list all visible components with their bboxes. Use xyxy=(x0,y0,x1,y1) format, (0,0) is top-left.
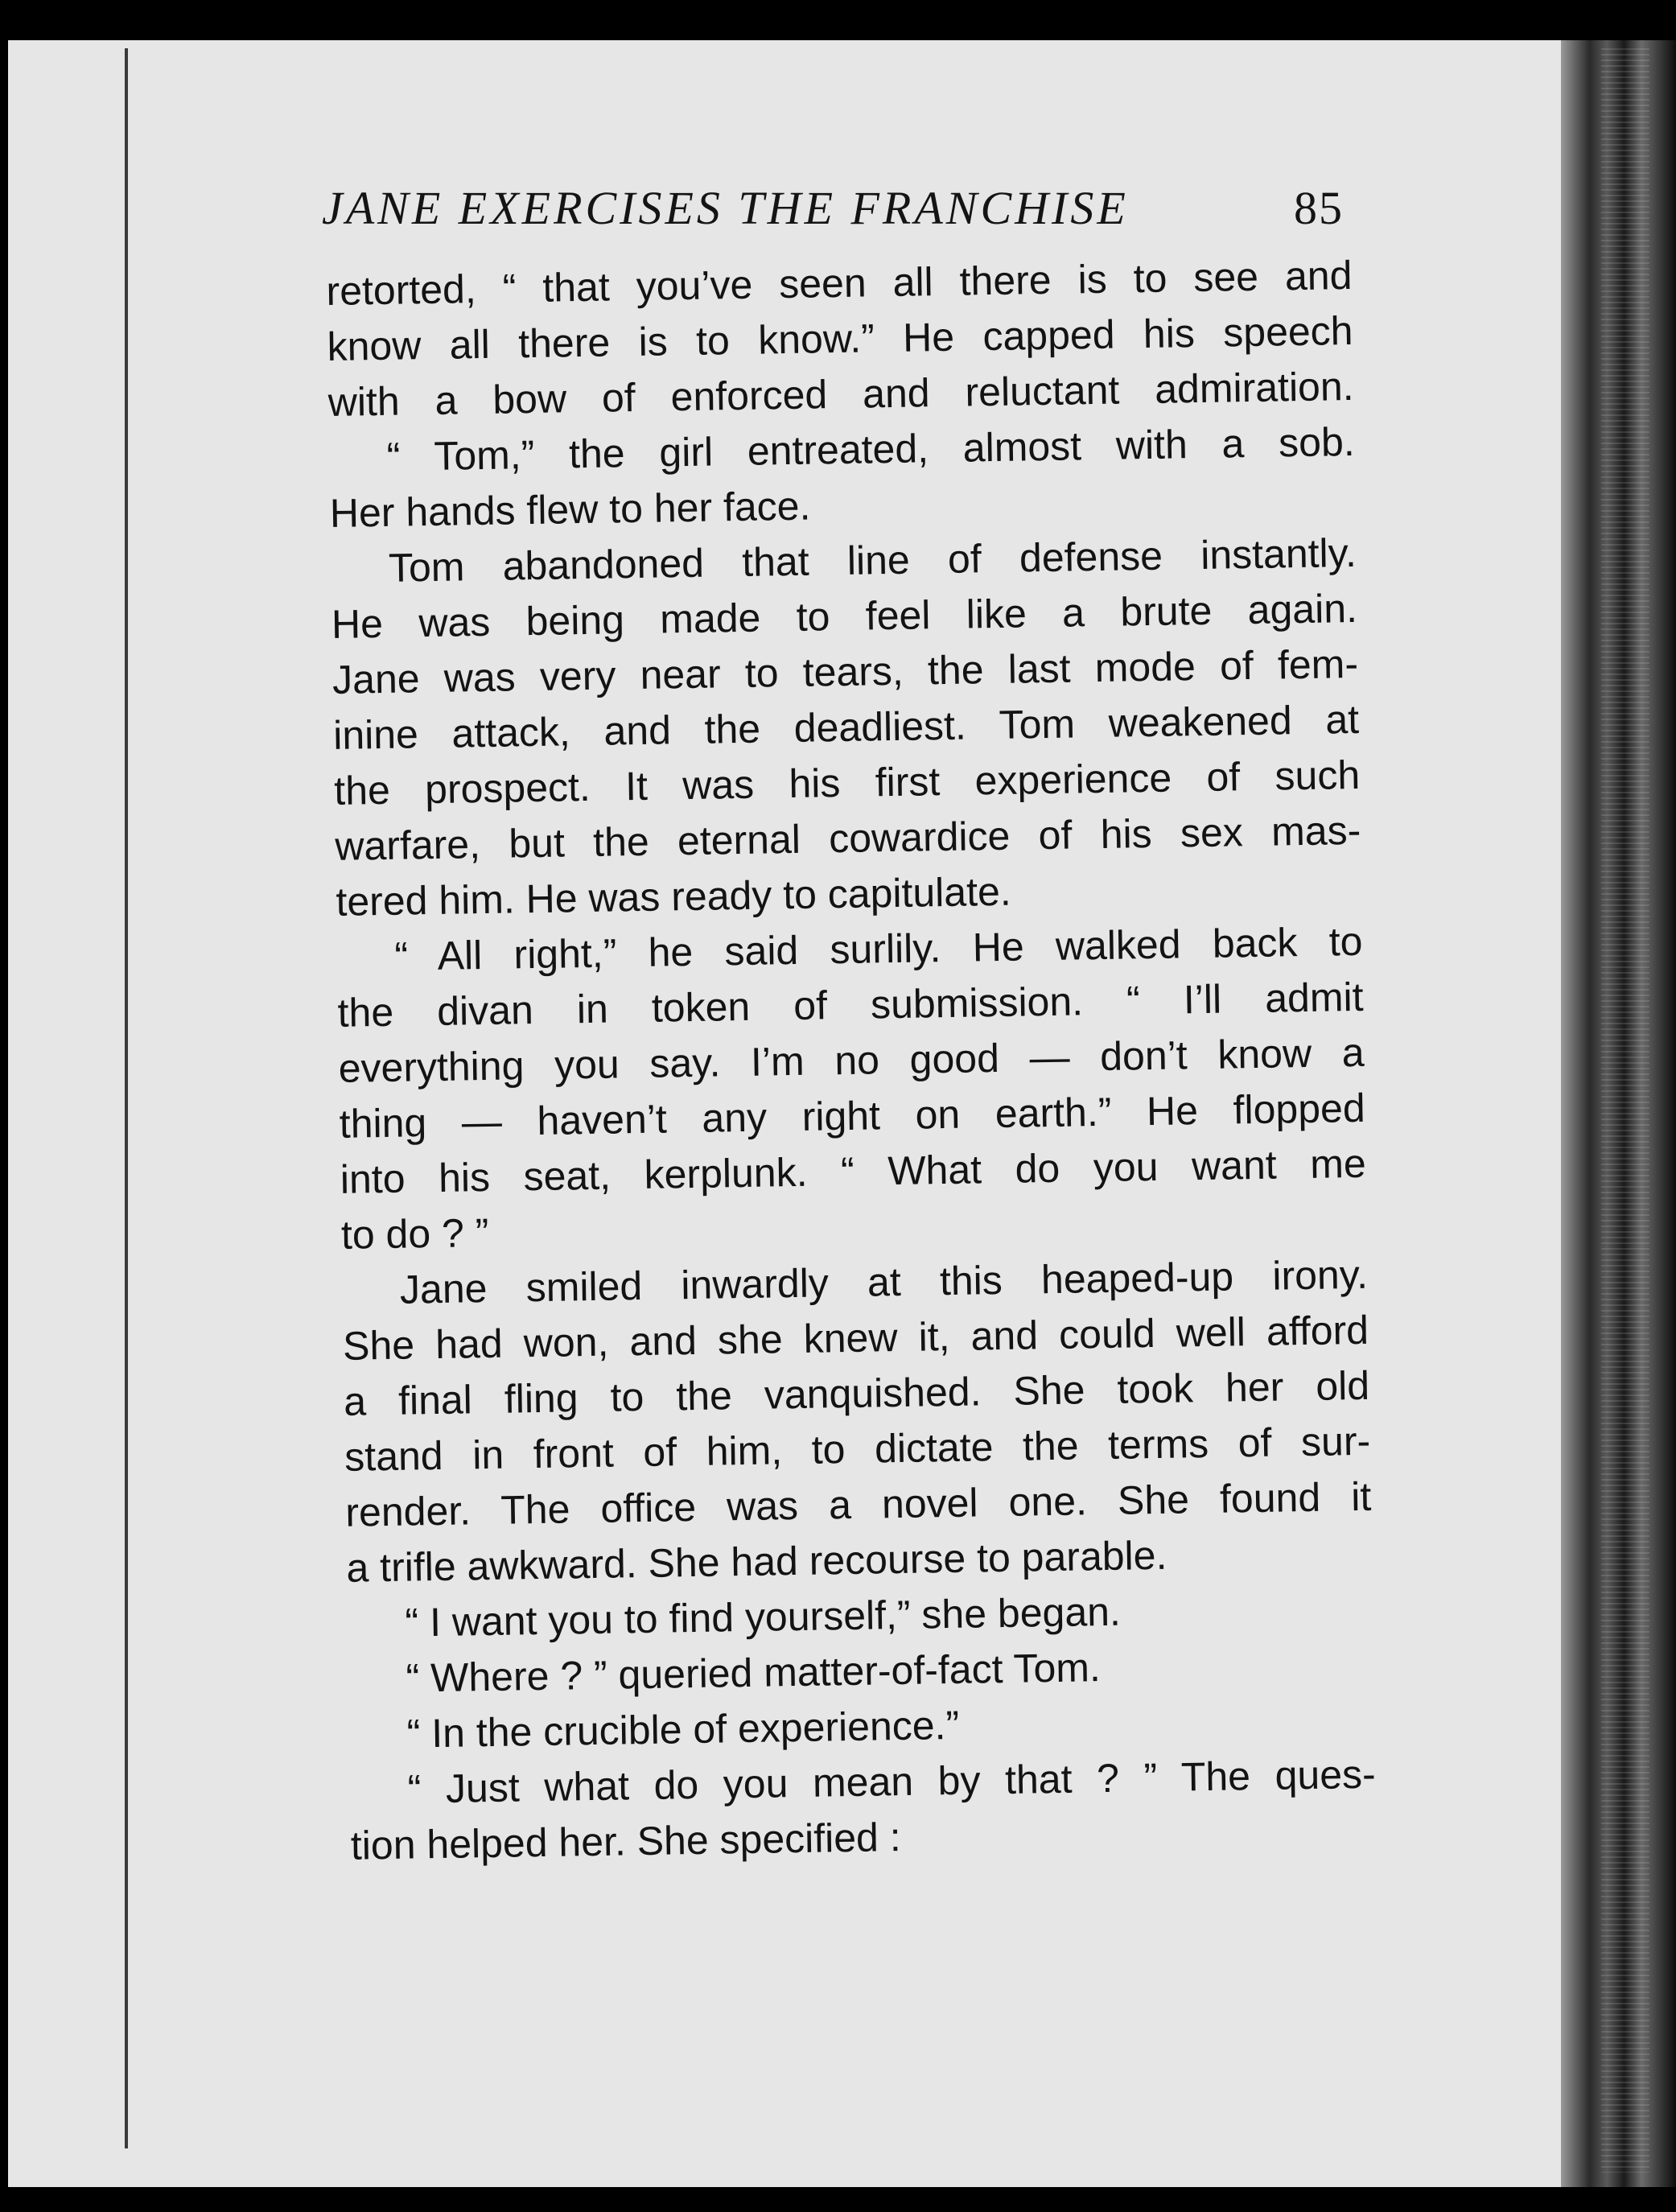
text-line: “ All right,” he said surlily. He walked back to xyxy=(394,918,1363,979)
text-line: warfare, but the eternal cowardice of his sex mas- xyxy=(334,807,1361,869)
text-line: inine attack, and the deadliest. Tom weakened at xyxy=(332,696,1360,758)
text-line: tion helped her. She specified : xyxy=(350,1814,902,1868)
running-header xyxy=(322,181,1344,235)
text-line: Jane smiled inwardly at this heaped-up irony. xyxy=(399,1251,1369,1312)
text-line: “ Tom,” the girl entreated, almost with a sob. xyxy=(386,418,1356,480)
text-line: Her hands flew to her face. xyxy=(329,483,811,536)
page-edges xyxy=(1601,48,1649,2173)
text-line: She had won, and she knew it, and could well afford xyxy=(342,1307,1369,1369)
text-line: into his seat, kerplunk. “ What do you want me xyxy=(340,1140,1367,1202)
text-line: to do ? ” xyxy=(340,1209,489,1258)
text-line: “ In the crucible of experience.” xyxy=(406,1702,960,1757)
page-number: 85 xyxy=(1294,182,1344,234)
left-margin-rule xyxy=(125,48,128,2148)
text-line: the divan in token of submission. “ I’ll admit xyxy=(337,974,1364,1036)
text-line: retorted, “ that you’ve seen all there is to see and xyxy=(326,252,1353,314)
text-line: render. The office was a novel one. She found it xyxy=(344,1473,1372,1535)
text-line: He was being made to feel like a brute again. xyxy=(331,585,1358,647)
text-line: stand in front of him, to dictate the terms of sur- xyxy=(344,1418,1371,1480)
text-line: the prospect. It was his first experience of such xyxy=(333,752,1361,814)
text-line: Jane was very near to tears, the last mode of fem- xyxy=(331,641,1359,702)
text-line: “ Where ? ” queried matter-of-fact Tom. xyxy=(406,1645,1102,1701)
text-line: with a bow of enforced and reluctant admiration. xyxy=(327,363,1354,425)
text-line: know all there is to know.” He capped his speech xyxy=(327,307,1353,369)
text-line: Tom abandoned that line of defense instantly. xyxy=(388,529,1357,591)
text-line: a final fling to the vanquished. She took her old xyxy=(343,1362,1370,1424)
text-line: tered him. He was ready to capitulate. xyxy=(336,868,1012,925)
text-line: “ I want you to find yourself,” she began. xyxy=(405,1588,1122,1646)
body-text xyxy=(326,248,1377,1874)
text-line: “ Just what do you mean by that ? ” The ques- xyxy=(407,1751,1377,1812)
text-line: thing — haven’t any right on earth.” He flopped xyxy=(339,1085,1366,1147)
running-head-title: JANE EXERCISES THE FRANCHISE xyxy=(322,182,1129,234)
text-line: everything you say. I’m no good — don’t know a xyxy=(338,1029,1365,1091)
text-line: a trifle awkward. She had recourse to parable. xyxy=(346,1532,1167,1591)
